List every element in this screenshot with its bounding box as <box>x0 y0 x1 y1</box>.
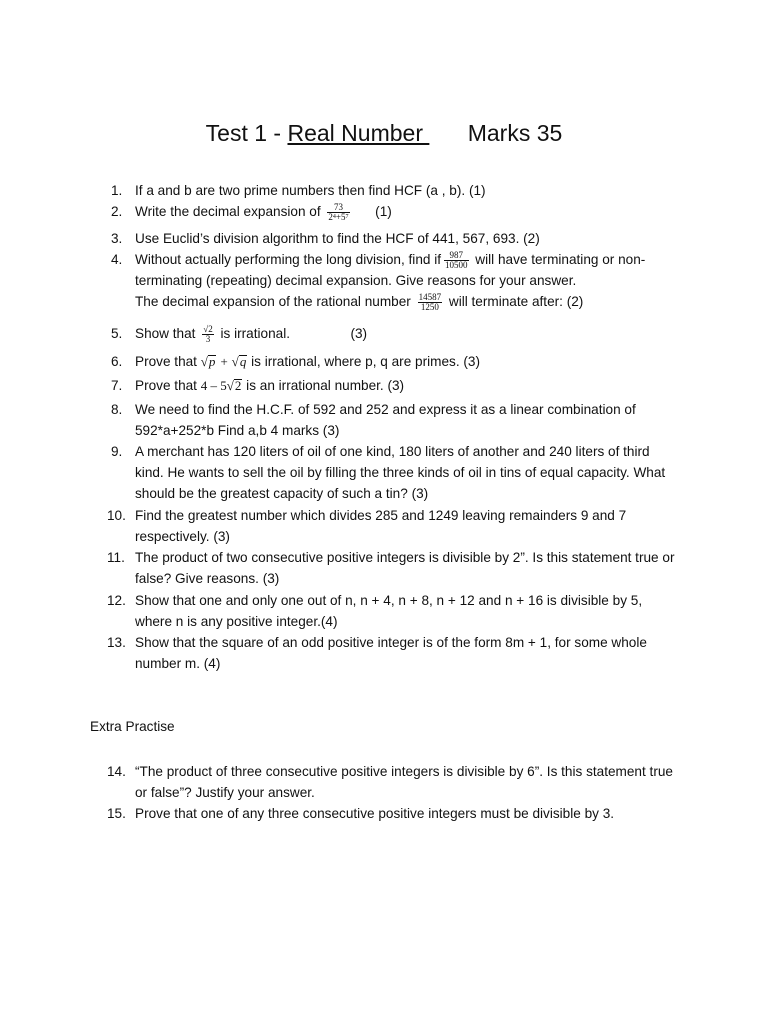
question-14: 14. “The product of three consecutive positive integers is divisible by 6”. Is this statement true or false”? Justify your answer. <box>107 764 673 801</box>
page-title <box>0 120 768 147</box>
question-3: 3. Use Euclid’s division algorithm to find the HCF of 441, 567, 693. (2) <box>111 231 540 246</box>
four-minus-five-root-two: 4 – 5√2 <box>200 378 242 393</box>
fraction-73: $\frac{73}{2^4+5^7}$ <box>328 201 349 222</box>
question-8: 8. We need to find the H.C.F. of 592 and 252 and express it as a linear combination of 592*a+252*b Find a,b 4 marks (3) <box>111 402 636 439</box>
title-marks: Marks 35 <box>467 120 563 146</box>
question-12: 12. Show that one and only one out of n, n + 4, n + 8, n + 12 and n + 16 is divisible by 5, where n is any positive integer.(4) <box>107 593 643 630</box>
question-1: 1. If a and b are two prime numbers then find HCF (a , b). (1) <box>111 183 486 198</box>
question-5: 5. Show that $\frac{√2}{3}$ is irrational. (3) <box>111 323 368 344</box>
question-4: 4. Without actually performing the long division, find if $\frac{987}{10500}$ will have terminating or non-terminating (repeating) decimal expansion. Give reasons for your answer. The decimal expansion of the rational number $\frac{14587}{1250}$ will terminate after: (2) <box>111 249 646 313</box>
question-9: 9. A merchant has 120 liters of oil of one kind, 180 liters of another and 240 liters of third kind. He wants to sell the oil by filling the three kinds of oil in tins of equal capacity. What should be the greatest capacity of such a tin? (3) <box>111 444 666 502</box>
question-15: 15. Prove that one of any three consecutive positive integers must be divisible by 3. <box>107 806 615 821</box>
question-7: 7. Prove that 4 – 5√2 is an irrational number. (3) <box>111 378 405 393</box>
question-2: 2. Write the decimal expansion of $\frac{73}{2^4+5^7}$ (1) <box>111 201 392 222</box>
sqrt-p-plus-sqrt-q: √p + √q <box>200 354 247 369</box>
title-prefix: Test 1 - <box>205 120 288 146</box>
extra-practise-heading: Extra Practise <box>90 719 175 734</box>
fraction-root2-over-3: $\frac{√2}{3}$ <box>203 323 213 344</box>
title-topic: Real Number <box>287 120 430 146</box>
question-10: 10. Find the greatest number which divides 285 and 1249 leaving remainders 9 and 7 respectively. (3) <box>107 508 627 545</box>
fraction-14587-1250: $\frac{14587}{1250}$ <box>418 292 442 313</box>
question-6: 6. Prove that √p + √q is irrational, where p, q are primes. (3) <box>111 354 481 369</box>
question-13: 13. Show that the square of an odd positive integer is of the form 8m + 1, for some whole number m. (4) <box>107 635 647 672</box>
fraction-987-10500: $\frac{987}{10500}$ <box>445 249 468 270</box>
question-11: 11. The product of two consecutive positive integers is divisible by 2”. Is this statement true or false? Give reasons. (3) <box>107 550 675 587</box>
